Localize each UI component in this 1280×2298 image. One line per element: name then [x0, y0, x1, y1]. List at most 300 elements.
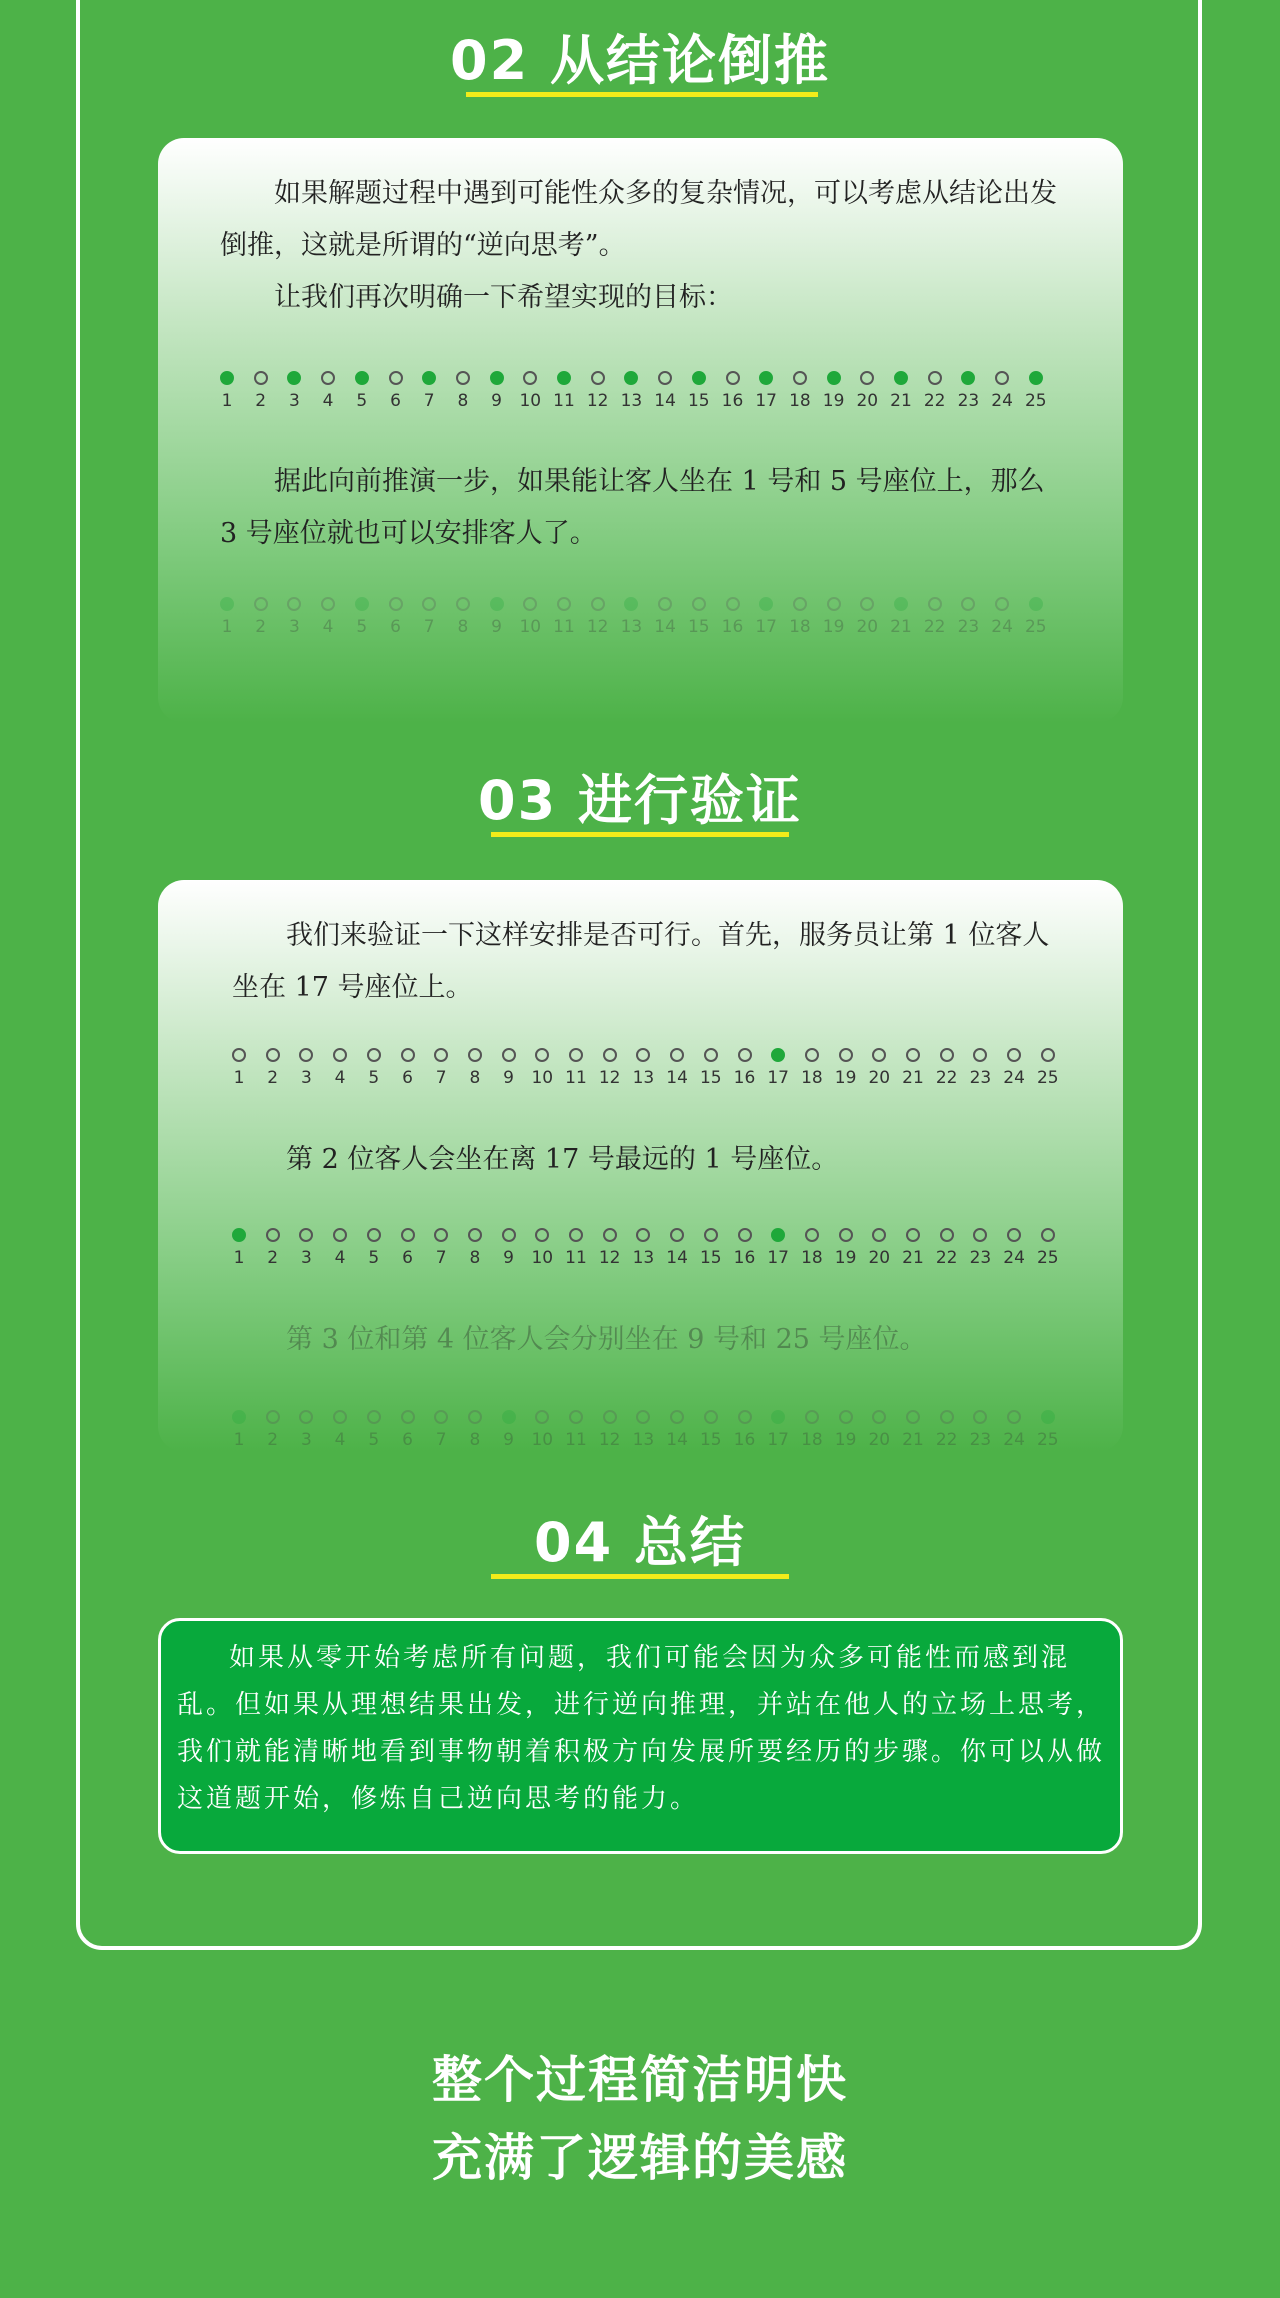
seat-number: 17: [767, 1068, 789, 1088]
seat-empty-dot: [827, 597, 841, 611]
seat-number: 22: [923, 617, 946, 637]
seat-number: 3: [300, 1430, 312, 1450]
seat-empty-dot: [333, 1410, 347, 1424]
seat-empty-dot: [535, 1228, 549, 1242]
seat-10: [525, 1228, 559, 1268]
seat-number: 14: [654, 391, 676, 411]
seat-9: [492, 1048, 526, 1088]
seat-25: [1019, 371, 1053, 411]
seat-occupied-dot: [771, 1228, 785, 1242]
seat-12: [593, 1410, 627, 1450]
seat-occupied-dot: [759, 597, 773, 611]
seat-occupied-dot: [220, 371, 234, 385]
seat-number: 21: [902, 1248, 924, 1268]
seat-number: 19: [834, 1430, 857, 1450]
seat-empty-dot: [906, 1048, 920, 1062]
seat-empty-dot: [591, 371, 605, 385]
seat-number: 9: [491, 617, 502, 637]
seat-row: [158, 1228, 1123, 1298]
seat-empty-dot: [401, 1228, 415, 1242]
seat-empty-dot: [367, 1410, 381, 1424]
seat-number: 13: [632, 1248, 655, 1268]
seat-number: 20: [868, 1430, 891, 1450]
seat-16: [716, 371, 750, 411]
seat-19: [829, 1410, 863, 1450]
seat-occupied-dot: [771, 1410, 785, 1424]
seat-21: [884, 597, 918, 637]
seat-empty-dot: [254, 597, 268, 611]
seat-number: 21: [890, 391, 912, 411]
seat-empty-dot: [333, 1228, 347, 1242]
seat-empty-dot: [738, 1228, 752, 1242]
seat-empty-dot: [726, 597, 740, 611]
seat-number: 10: [531, 1068, 554, 1088]
seat-occupied-dot: [961, 371, 975, 385]
seat-22: [930, 1228, 964, 1268]
seat-number: 24: [991, 617, 1013, 637]
seat-number: 21: [890, 617, 912, 637]
seat-number: 24: [1003, 1430, 1025, 1450]
seat-25: [1019, 597, 1053, 637]
card-conclusion: [158, 138, 1123, 723]
seat-number: 24: [991, 391, 1013, 411]
seat-empty-dot: [1041, 1228, 1055, 1242]
seat-empty-dot: [1041, 1048, 1055, 1062]
seat-empty-dot: [906, 1410, 920, 1424]
seat-12: [593, 1228, 627, 1268]
seat-1: [210, 371, 244, 411]
seat-number: 11: [553, 391, 575, 411]
seat-empty-dot: [636, 1228, 650, 1242]
seat-2: [256, 1228, 290, 1268]
seat-number: 23: [969, 1248, 992, 1268]
seat-21: [896, 1410, 930, 1450]
seat-2: [244, 597, 278, 637]
seat-empty-dot: [591, 597, 605, 611]
seat-18: [795, 1048, 829, 1088]
seat-number: 21: [902, 1068, 924, 1088]
seat-5: [345, 597, 379, 637]
seat-14: [660, 1410, 694, 1450]
seat-9: [480, 371, 514, 411]
seat-number: 20: [868, 1068, 891, 1088]
seat-row: [158, 371, 1123, 441]
seat-empty-dot: [738, 1410, 752, 1424]
seat-number: 17: [767, 1430, 789, 1450]
seat-number: 9: [503, 1430, 514, 1450]
seat-21: [884, 371, 918, 411]
seat-number: 24: [1003, 1068, 1025, 1088]
seat-20: [850, 597, 884, 637]
seat-number: 11: [565, 1248, 587, 1268]
seat-empty-dot: [468, 1048, 482, 1062]
seat-occupied-dot: [355, 371, 369, 385]
seat-number: 1: [233, 1068, 245, 1088]
seat-empty-dot: [569, 1048, 583, 1062]
seat-10: [513, 371, 547, 411]
seat-11: [559, 1048, 593, 1088]
seat-number: 8: [469, 1068, 481, 1088]
seat-number: 14: [666, 1068, 688, 1088]
seat-7: [412, 371, 446, 411]
seat-13: [614, 371, 648, 411]
seat-number: 13: [632, 1430, 655, 1450]
seat-empty-dot: [839, 1048, 853, 1062]
seat-5: [357, 1228, 391, 1268]
seat-number: 9: [491, 391, 502, 411]
seat-24: [997, 1228, 1031, 1268]
seat-empty-dot: [266, 1048, 280, 1062]
seat-number: 8: [457, 391, 469, 411]
seat-24: [985, 597, 1019, 637]
seat-number: 10: [531, 1430, 554, 1450]
seat-number: 22: [923, 391, 946, 411]
seat-number: 3: [288, 391, 300, 411]
seat-23: [951, 597, 985, 637]
seat-number: 18: [801, 1248, 823, 1268]
seat-number: 19: [834, 1248, 857, 1268]
seat-24: [997, 1410, 1031, 1450]
seat-number: 19: [822, 391, 845, 411]
seat-number: 21: [902, 1430, 924, 1450]
seat-number: 13: [620, 617, 643, 637]
seat-11: [547, 371, 581, 411]
seat-number: 2: [255, 391, 267, 411]
seat-number: 15: [699, 1068, 722, 1088]
seat-empty-dot: [973, 1048, 987, 1062]
seat-empty-dot: [860, 371, 874, 385]
seat-number: 18: [801, 1430, 823, 1450]
seat-15: [694, 1048, 728, 1088]
seat-number: 12: [586, 617, 609, 637]
seat-number: 15: [687, 391, 710, 411]
seat-number: 16: [721, 617, 744, 637]
seat-empty-dot: [287, 597, 301, 611]
seat-number: 5: [356, 391, 368, 411]
seat-number: 4: [334, 1068, 346, 1088]
seat-empty-dot: [468, 1410, 482, 1424]
seat-empty-dot: [569, 1228, 583, 1242]
seat-16: [728, 1410, 762, 1450]
seat-empty-dot: [860, 597, 874, 611]
seat-number: 2: [267, 1430, 279, 1450]
seat-row: [158, 1410, 1123, 1452]
seat-empty-dot: [805, 1048, 819, 1062]
seat-number: 15: [699, 1430, 722, 1450]
seat-occupied-dot: [894, 597, 908, 611]
seat-number: 14: [654, 617, 676, 637]
seat-22: [930, 1048, 964, 1088]
title-underline-02: [466, 92, 818, 97]
seat-14: [660, 1228, 694, 1268]
seat-empty-dot: [692, 597, 706, 611]
seat-21: [896, 1228, 930, 1268]
seat-occupied-dot: [624, 371, 638, 385]
paragraph: 第 3 位和第 4 位客人会分别坐在 9 号和 25 号座位。: [286, 1324, 927, 1355]
seat-1: [222, 1048, 256, 1088]
seat-empty-dot: [266, 1410, 280, 1424]
seat-empty-dot: [321, 597, 335, 611]
seat-10: [525, 1410, 559, 1450]
seat-empty-dot: [603, 1410, 617, 1424]
seat-number: 3: [288, 617, 300, 637]
seat-number: 25: [1036, 1430, 1059, 1450]
seat-number: 8: [469, 1248, 481, 1268]
seat-empty-dot: [603, 1048, 617, 1062]
seat-number: 17: [755, 617, 777, 637]
seat-number: 5: [368, 1068, 380, 1088]
seat-number: 25: [1036, 1068, 1059, 1088]
seat-2: [256, 1048, 290, 1088]
seat-row: [158, 1048, 1123, 1118]
seat-number: 12: [598, 1068, 621, 1088]
seat-15: [682, 371, 716, 411]
seat-number: 7: [423, 391, 435, 411]
seat-number: 25: [1036, 1248, 1059, 1268]
seat-4: [323, 1048, 357, 1088]
seat-number: 10: [531, 1248, 554, 1268]
seat-occupied-dot: [490, 597, 504, 611]
seat-empty-dot: [906, 1228, 920, 1242]
seat-number: 2: [267, 1248, 279, 1268]
seat-occupied-dot: [232, 1410, 246, 1424]
seat-3: [289, 1228, 323, 1268]
seat-number: 4: [334, 1430, 346, 1450]
seat-empty-dot: [839, 1410, 853, 1424]
seat-empty-dot: [872, 1410, 886, 1424]
seat-empty-dot: [523, 371, 537, 385]
seat-empty-dot: [670, 1048, 684, 1062]
seat-12: [581, 371, 615, 411]
seat-2: [256, 1410, 290, 1450]
seat-22: [918, 371, 952, 411]
seat-empty-dot: [704, 1228, 718, 1242]
seat-empty-dot: [704, 1048, 718, 1062]
seat-number: 18: [789, 391, 811, 411]
seat-empty-dot: [535, 1410, 549, 1424]
seat-18: [795, 1410, 829, 1450]
seat-empty-dot: [928, 371, 942, 385]
seat-empty-dot: [434, 1048, 448, 1062]
seat-occupied-dot: [220, 597, 234, 611]
seat-number: 2: [255, 617, 267, 637]
paragraph: 如果解题过程中遇到可能性众多的复杂情况，可以考虑从结论出发倒推，这就是所谓的“逆向思考”。: [220, 178, 1057, 261]
seat-5: [345, 371, 379, 411]
seat-empty-dot: [299, 1228, 313, 1242]
seat-22: [930, 1410, 964, 1450]
seat-number: 10: [519, 391, 542, 411]
seat-row: [158, 597, 1123, 667]
seat-number: 16: [733, 1430, 756, 1450]
seat-empty-dot: [872, 1048, 886, 1062]
seat-number: 18: [801, 1068, 823, 1088]
seat-23: [963, 1228, 997, 1268]
paragraph: 据此向前推演一步，如果能让客人坐在 1 号和 5 号座位上，那么 3 号座位就也可以安排客人了。: [220, 466, 1045, 549]
seat-3: [277, 597, 311, 637]
seat-6: [379, 597, 413, 637]
seat-empty-dot: [670, 1410, 684, 1424]
seat-empty-dot: [1007, 1048, 1021, 1062]
title-underline-03: [491, 832, 789, 837]
closing-line-2: 充满了逻辑的美感: [432, 2129, 848, 2187]
seat-empty-dot: [333, 1048, 347, 1062]
seat-number: 5: [368, 1430, 380, 1450]
seat-13: [626, 1410, 660, 1450]
seat-25: [1031, 1410, 1065, 1450]
seat-8: [458, 1410, 492, 1450]
seat-4: [311, 371, 345, 411]
seat-13: [614, 597, 648, 637]
seat-empty-dot: [940, 1410, 954, 1424]
seat-18: [783, 371, 817, 411]
seat-12: [593, 1048, 627, 1088]
seat-occupied-dot: [490, 371, 504, 385]
seat-5: [357, 1410, 391, 1450]
seat-empty-dot: [389, 597, 403, 611]
summary-box: [158, 1618, 1123, 1854]
seat-number: 23: [969, 1430, 992, 1450]
seat-16: [728, 1048, 762, 1088]
seat-number: 1: [221, 617, 233, 637]
seat-4: [323, 1228, 357, 1268]
seat-number: 6: [390, 391, 401, 411]
seat-number: 24: [1003, 1248, 1025, 1268]
seat-7: [412, 597, 446, 637]
seat-number: 5: [368, 1248, 380, 1268]
seat-16: [728, 1228, 762, 1268]
seat-empty-dot: [535, 1048, 549, 1062]
seat-occupied-dot: [287, 371, 301, 385]
seat-empty-dot: [995, 597, 1009, 611]
seat-4: [311, 597, 345, 637]
seat-number: 13: [632, 1068, 655, 1088]
seat-empty-dot: [434, 1228, 448, 1242]
seat-occupied-dot: [759, 371, 773, 385]
seat-number: 14: [666, 1248, 688, 1268]
seat-number: 11: [553, 617, 575, 637]
seat-number: 7: [435, 1068, 447, 1088]
seat-occupied-dot: [624, 597, 638, 611]
seat-empty-dot: [299, 1410, 313, 1424]
seat-empty-dot: [321, 371, 335, 385]
seat-17: [761, 1410, 795, 1450]
seat-number: 4: [322, 617, 334, 637]
seat-11: [559, 1410, 593, 1450]
seat-number: 7: [423, 617, 435, 637]
seat-empty-dot: [367, 1048, 381, 1062]
seat-19: [817, 371, 851, 411]
seat-6: [391, 1048, 425, 1088]
seat-number: 11: [565, 1430, 587, 1450]
seat-number: 20: [856, 391, 879, 411]
seat-3: [289, 1048, 323, 1088]
seat-empty-dot: [973, 1228, 987, 1242]
closing-line-1: 整个过程简洁明快: [432, 2051, 848, 2109]
seat-number: 18: [789, 617, 811, 637]
seat-1: [222, 1228, 256, 1268]
seat-number: 6: [402, 1068, 413, 1088]
seat-number: 20: [868, 1248, 891, 1268]
seat-number: 16: [733, 1068, 756, 1088]
seat-empty-dot: [793, 371, 807, 385]
section-title-02: 02 从结论倒推: [450, 29, 830, 92]
seat-empty-dot: [961, 597, 975, 611]
seat-24: [985, 371, 1019, 411]
seat-number: 23: [957, 391, 980, 411]
seat-21: [896, 1048, 930, 1088]
seat-empty-dot: [940, 1048, 954, 1062]
seat-empty-dot: [1007, 1410, 1021, 1424]
seat-number: 8: [469, 1430, 481, 1450]
seat-empty-dot: [299, 1048, 313, 1062]
seat-number: 20: [856, 617, 879, 637]
seat-4: [323, 1410, 357, 1450]
seat-empty-dot: [658, 371, 672, 385]
seat-empty-dot: [557, 597, 571, 611]
seat-15: [694, 1410, 728, 1450]
seat-number: 22: [935, 1430, 958, 1450]
seat-number: 14: [666, 1430, 688, 1450]
seat-7: [424, 1048, 458, 1088]
seat-empty-dot: [232, 1048, 246, 1062]
seat-9: [492, 1410, 526, 1450]
section-title-03: 03 进行验证: [478, 769, 802, 832]
seat-8: [458, 1048, 492, 1088]
seat-23: [951, 371, 985, 411]
seat-number: 23: [957, 617, 980, 637]
seat-empty-dot: [973, 1410, 987, 1424]
seat-3: [277, 371, 311, 411]
seat-7: [424, 1410, 458, 1450]
seat-empty-dot: [928, 597, 942, 611]
seat-16: [716, 597, 750, 637]
seat-empty-dot: [401, 1410, 415, 1424]
seat-empty-dot: [502, 1048, 516, 1062]
seat-empty-dot: [502, 1228, 516, 1242]
seat-empty-dot: [793, 597, 807, 611]
seat-occupied-dot: [1029, 371, 1043, 385]
seat-empty-dot: [940, 1228, 954, 1242]
seat-1: [222, 1410, 256, 1450]
seat-number: 3: [300, 1248, 312, 1268]
seat-empty-dot: [872, 1228, 886, 1242]
seat-number: 19: [822, 617, 845, 637]
seat-15: [682, 597, 716, 637]
seat-empty-dot: [266, 1228, 280, 1242]
seat-20: [862, 1228, 896, 1268]
seat-number: 7: [435, 1430, 447, 1450]
paragraph: 我们来验证一下这样安排是否可行。首先，服务员让第 1 位客人坐在 17 号座位上。: [232, 920, 1050, 1003]
seat-empty-dot: [726, 371, 740, 385]
seat-1: [210, 597, 244, 637]
seat-19: [817, 597, 851, 637]
seat-18: [783, 597, 817, 637]
seat-8: [458, 1228, 492, 1268]
seat-number: 1: [233, 1430, 245, 1450]
seat-12: [581, 597, 615, 637]
seat-empty-dot: [636, 1410, 650, 1424]
seat-17: [761, 1048, 795, 1088]
summary-text: 如果从零开始考虑所有问题，我们可能会因为众多可能性而感到混乱。但如果从理想结果出发，进行逆向推理，并站在他人的立场上思考，我们就能清晰地看到事物朝着积极方向发展所要经历的步骤。你可以从做这道题开始，修炼自己逆向思考的能力。: [177, 1643, 1106, 1814]
seat-empty-dot: [569, 1410, 583, 1424]
seat-22: [918, 597, 952, 637]
seat-occupied-dot: [502, 1410, 516, 1424]
seat-occupied-dot: [557, 371, 571, 385]
seat-14: [648, 597, 682, 637]
seat-empty-dot: [603, 1228, 617, 1242]
seat-occupied-dot: [232, 1228, 246, 1242]
seat-number: 5: [356, 617, 368, 637]
